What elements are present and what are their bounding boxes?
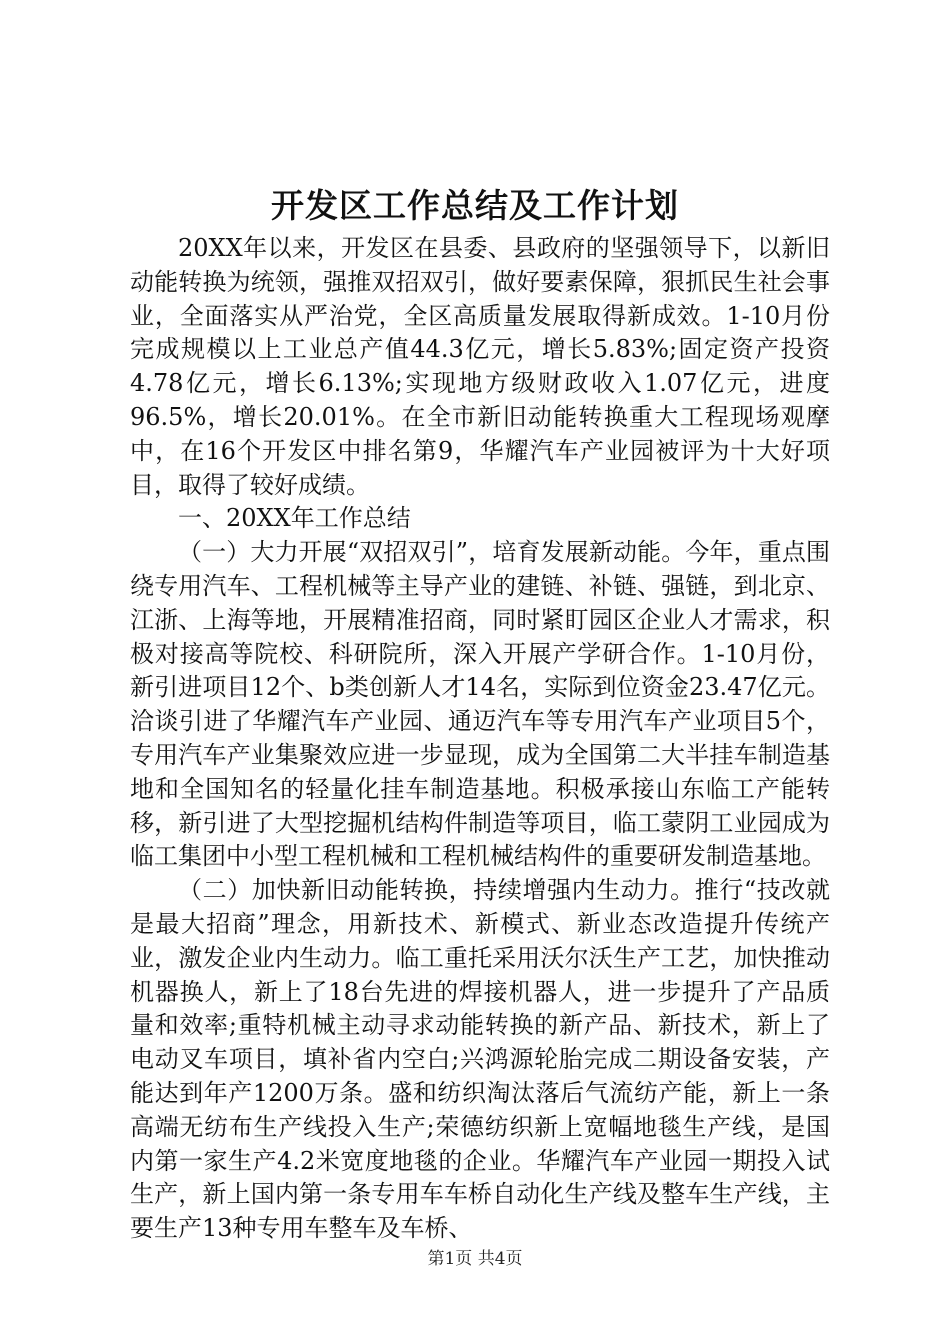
subsection-paragraph-2: （二）加快新旧动能转换，持续增强内生动力。推行“技改就是最大招商”理念，用新技术、新模式、新业态改造提升传统产业，激发企业内生动力。临工重托采用沃尔沃生产工艺，加快推动机器换人，新上了18台先进的焊接机器人，进一步提升了产品质量和效率;重特机械主动寻求动能转换的新产品、新技术，新上了电动叉车项目，填补省内空白;兴鸿源轮胎完成二期设备安装，产能达到年产1200万条。盛和纺织淘汰落后气流纺产能，新上一条高端无纺布生产线投入生产;荣德纺织新上宽幅地毯生产线，是国内第一家生产4.2米宽度地毯的企业。华耀汽车产业园一期投入试生产，新上国内第一条专用车车桥自动化生产线及整车生产线，主要生产13种专用车整车及车桥、 bbox=[130, 876, 830, 1243]
subsection-paragraph-1: （一）大力开展“双招双引”，培育发展新动能。今年，重点围绕专用汽车、工程机械等主导产业的建链、补链、强链，到北京、江浙、上海等地，开展精准招商，同时紧盯园区企业人才需求，积极对接高等院校、科研院所，深入开展产学研合作。1-10月份，新引进项目12个、b类创新人才14名，实际到位资金23.47亿元。洽谈引进了华耀汽车产业园、通迈汽车等专用汽车产业项目5个，专用汽车产业集聚效应进一步显现，成为全国第二大半挂车制造基地和全国知名的轻量化挂车制造基地。积极承接山东临工产能转移，新引进了大型挖掘机结构件制造等项目，临工蒙阴工业园成为临工集团中小型工程机械和工程机械结构件的重要研发制造基地。 bbox=[130, 538, 830, 871]
document-title: 开发区工作总结及工作计划 bbox=[271, 186, 679, 225]
page-number-footer: 第1页 共4页 bbox=[427, 1249, 523, 1269]
section-heading: 一、20XX年工作总结 bbox=[178, 504, 411, 533]
document-body bbox=[130, 232, 830, 1246]
intro-paragraph: 20XX年以来，开发区在县委、县政府的坚强领导下，以新旧动能转换为统领，强推双招双引，做好要素保障，狠抓民生社会事业，全面落实从严治党，全区高质量发展取得新成效。1-10月份完成规模以上工业总产值44.3亿元，增长5.83%;固定资产投资4.78亿元，增长6.13%;实现地方级财政收入1.07亿元，进度96.5%，增长20.01%。在全市新旧动能转换重大工程现场观摩中，在16个开发区中排名第9，华耀汽车产业园被评为十大好项目，取得了较好成绩。 bbox=[130, 234, 830, 499]
